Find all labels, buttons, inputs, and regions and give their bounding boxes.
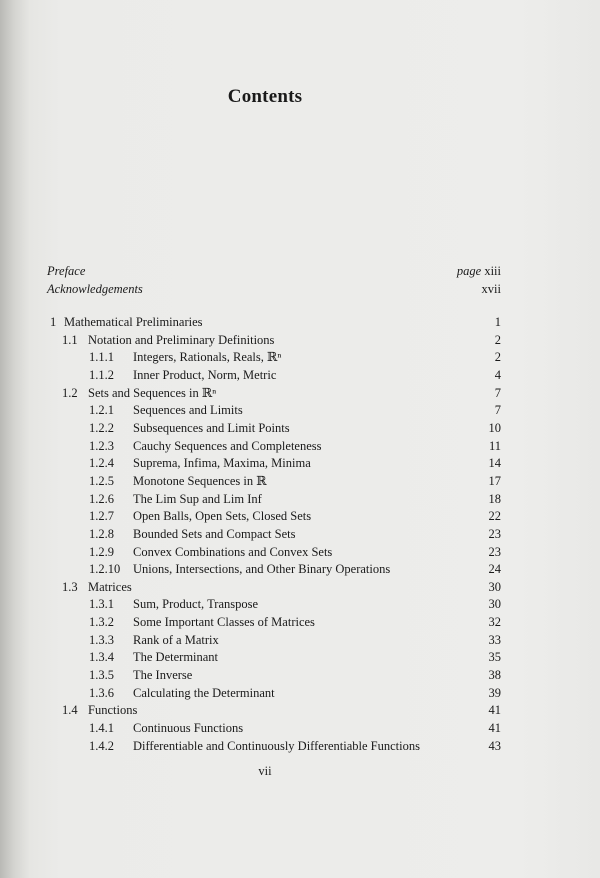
toc-entry-number: 1.2.6	[89, 491, 114, 506]
page-prefix: page	[456, 264, 482, 278]
toc-entry-label: Sequences and Limits	[133, 403, 243, 418]
toc-entry-number: 1	[50, 315, 57, 329]
toc-entry-number: 1.2.9	[89, 544, 114, 559]
toc-entry-page: 38	[488, 668, 501, 682]
toc-front-entry[interactable]	[0, 262, 600, 280]
toc-subsection-entry[interactable]	[0, 525, 600, 543]
toc-subsection-entry[interactable]	[0, 560, 600, 578]
toc-entry-label: Acknowledgements	[47, 282, 143, 296]
toc-entry-page: 30	[488, 579, 501, 594]
toc-entry-label: Differentiable and Continuously Differentiable Functions	[133, 738, 420, 753]
toc-entry-number: 1.3	[62, 579, 78, 594]
toc-chapter-entry[interactable]	[0, 313, 600, 331]
toc-entry-label: The Inverse	[133, 668, 193, 682]
toc-subsection-entry[interactable]	[0, 648, 600, 666]
toc-entry-page: 33	[488, 632, 501, 647]
toc-entry-page	[457, 262, 501, 280]
toc-entry-label: Some Important Classes of Matrices	[133, 615, 315, 629]
toc-subsection-entry[interactable]	[0, 348, 600, 366]
toc-entry-number: 1.1.2	[89, 367, 114, 382]
toc-entry-page: 1	[494, 315, 501, 329]
toc-section-entry[interactable]	[0, 578, 600, 596]
toc-entry-label: Functions	[88, 703, 138, 718]
toc-entry-label: Rank of a Matrix	[133, 632, 219, 647]
toc-entry-label: Matrices	[88, 579, 132, 594]
toc-entry-page: 4	[494, 367, 501, 382]
toc-entry-label: Cauchy Sequences and Completeness	[133, 438, 322, 453]
toc-entry-label: Notation and Preliminary Definitions	[88, 332, 275, 347]
toc-entry-page: 41	[488, 703, 501, 718]
toc-entry-label: Open Balls, Open Sets, Closed Sets	[133, 509, 312, 524]
toc-entry-page: 7	[494, 403, 501, 418]
toc-entry-page: 43	[488, 738, 501, 753]
page-title: Contents	[227, 86, 303, 107]
toc-entry-page: 17	[488, 473, 501, 488]
toc-section-entry[interactable]	[0, 701, 600, 719]
toc-entry-number: 1.3.6	[89, 685, 114, 700]
toc-entry-number: 1.3.1	[89, 597, 114, 612]
page-number-footer: vii	[258, 764, 272, 778]
toc-entry-label: Preface	[47, 264, 86, 278]
toc-entry-page: 41	[488, 721, 501, 735]
toc-entry-label: Monotone Sequences in ℝ	[133, 473, 267, 488]
toc-subsection-entry[interactable]	[0, 507, 600, 525]
toc-entry-label: Sets and Sequences in ℝⁿ	[88, 385, 217, 400]
toc-entry-page: 2	[494, 350, 501, 365]
toc-entry-number: 1.2.8	[89, 526, 114, 541]
toc-entry-number: 1.2.7	[89, 509, 114, 524]
toc-subsection-entry[interactable]	[0, 737, 600, 755]
toc-entry-label: Continuous Functions	[133, 721, 244, 735]
toc-entry-page: 10	[488, 420, 501, 435]
toc-entry-label: Integers, Rationals, Reals, ℝⁿ	[133, 350, 282, 365]
toc-entry-label: Suprema, Infima, Maxima, Minima	[133, 456, 311, 471]
toc-entry-page: 11	[488, 438, 501, 453]
toc-entry-number: 1.1.1	[89, 350, 114, 365]
toc-entry-number: 1.2	[62, 385, 78, 400]
page-number: xiii	[484, 264, 501, 278]
toc-entry-number: 1.3.2	[89, 615, 114, 629]
toc-entry-number: 1.4	[62, 703, 78, 718]
toc-entry-page: 2	[494, 332, 501, 347]
toc-entry-label: Calculating the Determinant	[133, 685, 275, 700]
toc-entry-page: 30	[488, 597, 501, 612]
toc-entry-label: The Lim Sup and Lim Inf	[133, 491, 262, 506]
toc-subsection-entry[interactable]	[0, 631, 600, 649]
toc-subsection-entry[interactable]	[0, 454, 600, 472]
toc-subsection-entry[interactable]	[0, 401, 600, 419]
toc-entry-label: Sum, Product, Transpose	[133, 597, 259, 612]
toc-section-entry[interactable]	[0, 384, 600, 402]
toc-entry-page: 23	[488, 526, 501, 541]
toc-section-entry[interactable]	[0, 331, 600, 349]
toc-entry-number: 1.4.1	[89, 721, 114, 735]
toc-entry-number: 1.3.3	[89, 632, 114, 647]
toc-front-entry[interactable]	[0, 280, 600, 298]
toc-subsection-entry[interactable]	[0, 595, 600, 613]
toc-entry-page: 23	[488, 544, 501, 559]
toc-entry-page: 32	[488, 615, 501, 629]
toc-entry-page: 22	[488, 509, 501, 524]
toc-entry-number: 1.2.10	[89, 562, 121, 577]
toc-entry-page: 14	[488, 456, 501, 471]
toc-entry-number: 1.1	[62, 332, 78, 347]
toc-subsection-entry[interactable]	[0, 366, 600, 384]
toc-entry-number: 1.2.1	[89, 403, 114, 418]
toc-subsection-entry[interactable]	[0, 419, 600, 437]
toc-entry-number: 1.3.4	[89, 650, 114, 665]
toc-entry-label: The Determinant	[133, 650, 219, 665]
toc-subsection-entry[interactable]	[0, 543, 600, 561]
toc-entry-label: Subsequences and Limit Points	[133, 420, 290, 435]
toc-entry-label: Mathematical Preliminaries	[64, 315, 203, 329]
toc-entry-number: 1.2.3	[89, 438, 114, 453]
toc-entry-label: Convex Combinations and Convex Sets	[133, 544, 333, 559]
toc-entry-label: Unions, Intersections, and Other Binary Operations	[133, 562, 391, 577]
toc-entry-number: 1.2.5	[89, 473, 114, 488]
toc-entry-page: 35	[488, 650, 501, 665]
toc-entry-label: Inner Product, Norm, Metric	[133, 367, 277, 382]
toc-subsection-entry[interactable]	[0, 684, 600, 702]
toc-subsection-entry[interactable]	[0, 472, 600, 490]
toc-subsection-entry[interactable]	[0, 719, 600, 737]
toc-entry-page: 39	[488, 685, 501, 700]
toc-subsection-entry[interactable]	[0, 613, 600, 631]
toc-entry-page: 24	[488, 562, 501, 577]
toc-entry-page: 7	[494, 385, 501, 400]
toc-entry-number: 1.2.4	[89, 456, 114, 471]
toc-entry-page: xvii	[481, 282, 501, 296]
toc-entry-page: 18	[488, 491, 501, 506]
toc-subsection-entry[interactable]	[0, 490, 600, 508]
toc-subsection-entry[interactable]	[0, 437, 600, 455]
toc-entry-number: 1.2.2	[89, 420, 114, 435]
toc-entry-label: Bounded Sets and Compact Sets	[133, 526, 296, 541]
toc-subsection-entry[interactable]	[0, 666, 600, 684]
toc-entry-number: 1.4.2	[89, 738, 114, 753]
toc-entry-number: 1.3.5	[89, 668, 114, 682]
